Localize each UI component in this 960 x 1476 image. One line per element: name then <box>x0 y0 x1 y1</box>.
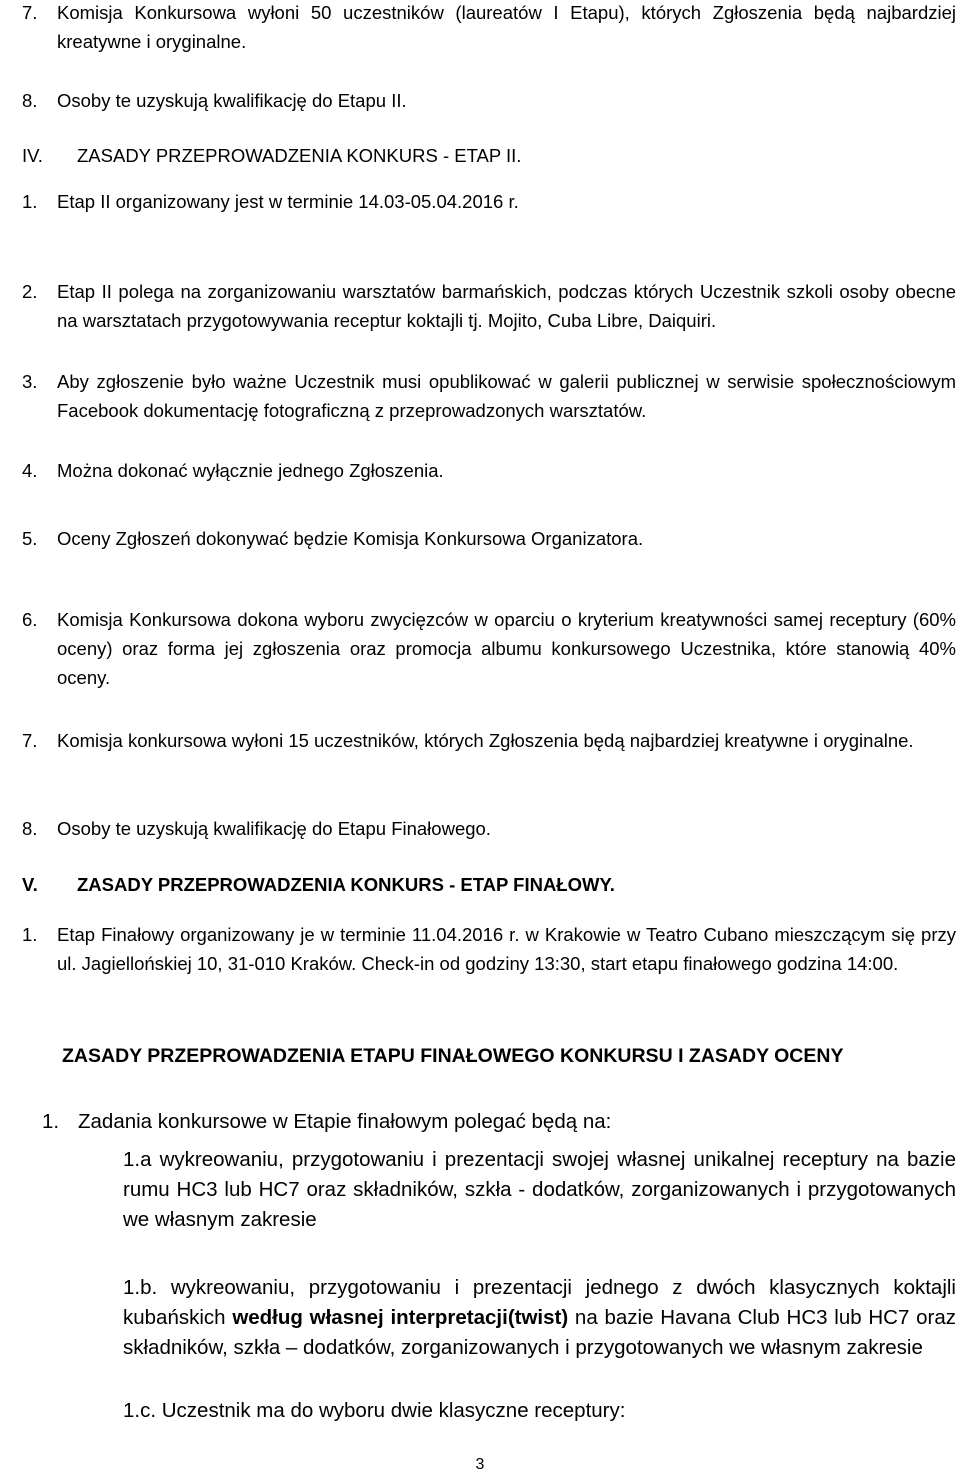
item-text: Etap II organizowany jest w terminie 14.03-05.04.2016 r. <box>57 191 519 212</box>
item-number: 7. <box>22 730 38 751</box>
item-text: Osoby te uzyskują kwalifikację do Etapu Finałowego. <box>57 818 491 839</box>
item-number: 8. <box>22 818 38 839</box>
subitem-b-text-cont: na bazie Havana Club HC3 lub HC7 oraz składników, szkła – dodatków, zorganizowanych i przygotowanych we własnym zakresie <box>123 1306 956 1359</box>
section-title: ZASADY PRZEPROWADZENIA KONKURS - ETAP FINAŁOWY. <box>77 874 615 895</box>
final-rules-heading: ZASADY PRZEPROWADZENIA ETAPU FINAŁOWEGO KONKURSU I ZASADY OCENY <box>62 1045 844 1067</box>
item-text: Można dokonać wyłącznie jednego Zgłoszenia. <box>57 460 444 481</box>
item-text: Etap Finałowy organizowany je w terminie 11.04.2016 r. w Krakowie w Teatro Cubano mieszczącym się przy ul. Jagiellońskiej 10, 31-010 Kraków. Check-in od godziny 13:30, start etapu finałowego godzina 14:00. <box>57 924 956 974</box>
subitem-b-bold: według własnej interpretacji(twist) <box>232 1306 569 1329</box>
item-number: 1. <box>22 924 38 945</box>
item-number: 6. <box>22 609 38 630</box>
subitem-b-text: 1.b. wykreowaniu, przygotowaniu i prezentacji jednego z dwóch klasycznych koktajli kubańskich <box>123 1276 956 1329</box>
list-item <box>0 0 960 56</box>
item-text: Etap II polega na zorganizowaniu warsztatów barmańskich, podczas których Uczestnik szkoli osoby obecne na warsztatach przygotowywania receptur koktajli tj. Mojito, Cuba Libre, Daiquiri. <box>57 281 956 331</box>
subitem-b <box>123 1273 956 1363</box>
section-number: IV. <box>22 145 43 166</box>
item-text: Osoby te uzyskują kwalifikację do Etapu II. <box>57 90 407 111</box>
item-number: 5. <box>22 528 38 549</box>
item-text: Aby zgłoszenie było ważne Uczestnik musi opublikować w galerii publicznej w serwisie społecznościowym Facebook dokumentację fotograficzną z przeprowadzonych warsztatów. <box>57 371 956 421</box>
section-number: V. <box>22 874 38 895</box>
task-text: Zadania konkursowe w Etapie finałowym polegać będą na: <box>78 1110 612 1133</box>
page-number: 3 <box>475 1456 485 1473</box>
item-number: 1. <box>22 191 38 212</box>
subitem-c: 1.c. Uczestnik ma do wyboru dwie klasyczne receptury: <box>123 1399 626 1422</box>
item-number: 8. <box>22 90 38 111</box>
section-title: ZASADY PRZEPROWADZENIA KONKURS - ETAP II. <box>77 145 522 166</box>
subitem-a: 1.a wykreowaniu, przygotowaniu i prezentacji swojej własnej unikalnej receptury na bazie rumu HC3 lub HC7 oraz składników, szkła - dodatków, zorganizowanych i przygotowanych we własnym zakresie <box>123 1148 956 1231</box>
item-number: 4. <box>22 460 38 481</box>
item-text: Oceny Zgłoszeń dokonywać będzie Komisja Konkursowa Organizatora. <box>57 528 644 549</box>
item-text: Komisja Konkursowa dokona wyboru zwycięzców w oparciu o kryterium kreatywności samej receptury (60% oceny) oraz forma jej zgłoszenia oraz promocja albumu konkursowego Uczestnika, które stanowią 40% oceny. <box>57 609 956 688</box>
item-text: Komisja konkursowa wyłoni 15 uczestników, których Zgłoszenia będą najbardziej kreatywne i oryginalne. <box>57 730 914 751</box>
item-text: Komisja Konkursowa wyłoni 50 uczestników (laureatów I Etapu), których Zgłoszenia będą najbardziej kreatywne i oryginalne. <box>57 2 956 52</box>
task-number: 1. <box>42 1110 60 1133</box>
item-number: 3. <box>22 371 38 392</box>
item-number: 2. <box>22 281 38 302</box>
item-number: 7. <box>22 2 38 23</box>
